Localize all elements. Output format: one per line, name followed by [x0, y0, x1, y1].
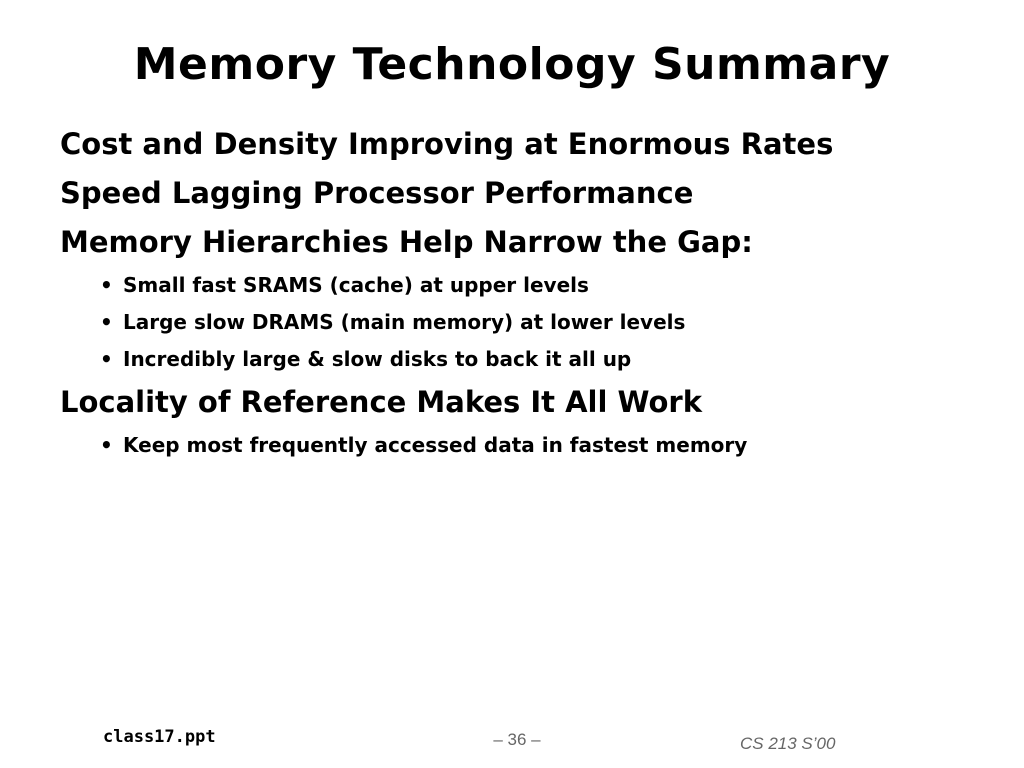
- sub-bullet-point: [60, 267, 980, 304]
- bullet-glyph: •: [100, 273, 113, 297]
- bullet-point: Cost and Density Improving at Enormous Rates: [60, 127, 834, 161]
- sub-bullet-point: [60, 341, 980, 378]
- sub-bullet-text: Incredibly large & slow disks to back it all up: [123, 347, 632, 371]
- sub-bullet-text: Keep most frequently accessed data in fastest memory: [123, 433, 748, 457]
- sub-bullet-point: [60, 427, 980, 464]
- bullet-glyph: •: [100, 347, 113, 371]
- slide-title: Memory Technology Summary: [133, 39, 891, 90]
- footer-page-number: – 36 –: [493, 730, 541, 749]
- slide-body: [60, 120, 980, 464]
- bullet-point: Memory Hierarchies Help Narrow the Gap:: [60, 225, 753, 259]
- sub-bullet-text: Large slow DRAMS (main memory) at lower levels: [123, 310, 686, 334]
- bullet-glyph: •: [100, 310, 113, 334]
- sub-bullet-point: [60, 304, 980, 341]
- sub-bullet-text: Small fast SRAMS (cache) at upper levels: [123, 273, 589, 297]
- footer-course: CS 213 S’00: [740, 734, 836, 753]
- footer-filename: class17.ppt: [103, 727, 216, 747]
- bullet-point: Speed Lagging Processor Performance: [60, 176, 694, 210]
- bullet-glyph: •: [100, 433, 113, 457]
- bullet-point: Locality of Reference Makes It All Work: [60, 385, 702, 419]
